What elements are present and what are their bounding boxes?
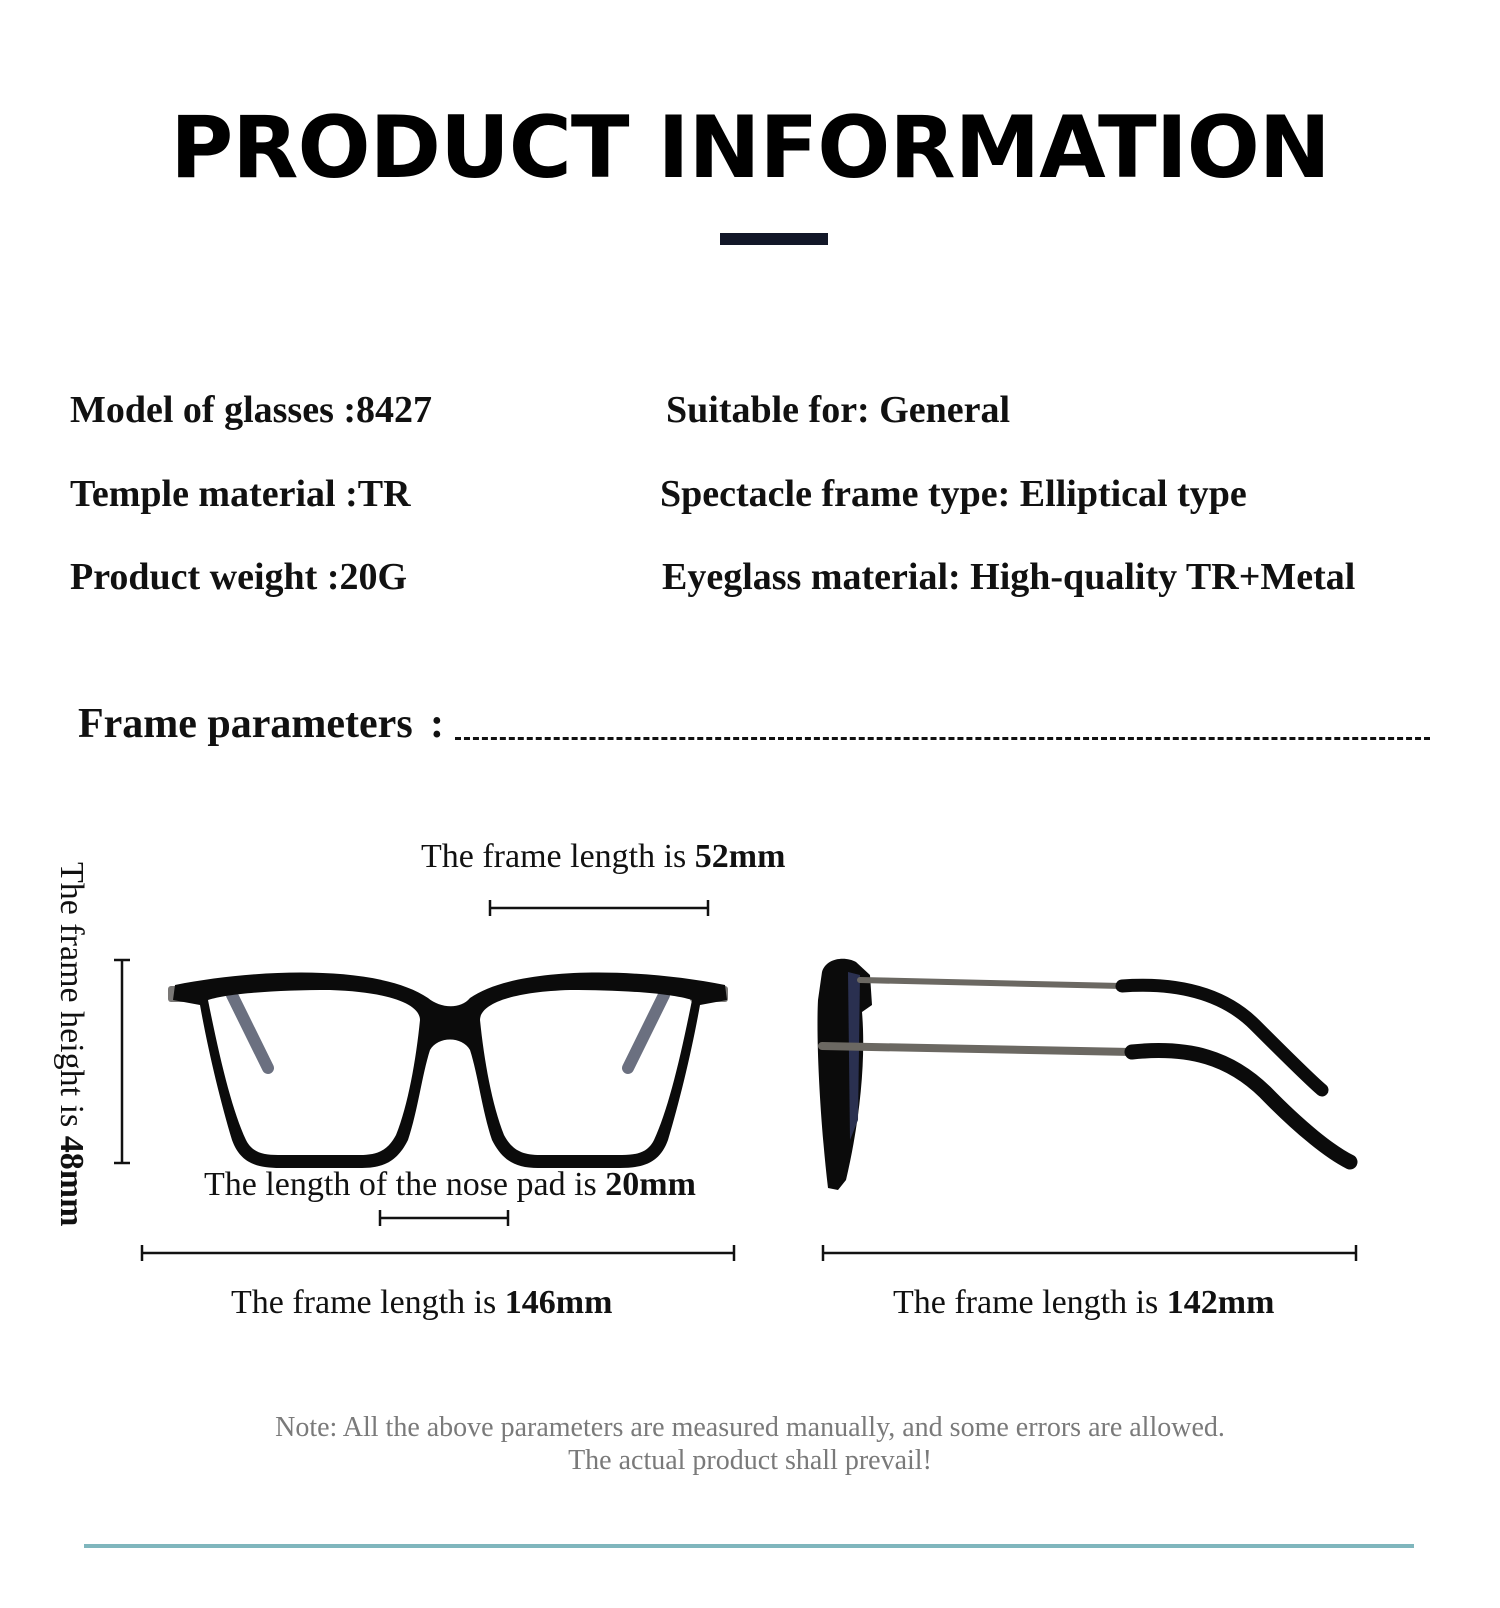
label-nose-pad: The length of the nose pad is 20mm <box>204 1166 696 1203</box>
dimension-nose-pad <box>380 1210 508 1226</box>
glasses-side-view <box>817 959 1350 1190</box>
label-side-length: The frame length is 142mm <box>893 1284 1275 1321</box>
frame-parameters-colon: : <box>430 701 444 747</box>
spec-temple-material: Temple material :TR <box>70 473 411 515</box>
frame-parameters-heading: Frame parameters <box>78 701 413 747</box>
footer-divider <box>84 1544 1414 1548</box>
glasses-front-view <box>168 973 728 1168</box>
label-lens-width: The frame length is 52mm <box>421 838 786 875</box>
label-front-length: The frame length is 146mm <box>231 1284 613 1321</box>
note-line-2: The actual product shall prevail! <box>568 1445 932 1476</box>
dimension-lens-width <box>490 900 708 916</box>
dimension-side-length <box>823 1245 1356 1261</box>
spec-model: Model of glasses :8427 <box>70 389 433 431</box>
dimension-frame-height <box>114 960 130 1163</box>
spec-eyeglass-material: Eyeglass material: High-quality TR+Metal <box>662 556 1356 598</box>
dimension-front-length <box>142 1245 734 1261</box>
page-title: PRODUCT INFORMATION <box>170 98 1330 198</box>
spec-weight: Product weight :20G <box>70 556 408 598</box>
note-line-1: Note: All the above parameters are measured manually, and some errors are allowed. <box>275 1412 1225 1443</box>
spec-suitable-for: Suitable for: General <box>666 389 1011 431</box>
spec-frame-type: Spectacle frame type: Elliptical type <box>660 473 1247 515</box>
label-frame-height: The frame height is 48mm <box>53 862 90 1227</box>
